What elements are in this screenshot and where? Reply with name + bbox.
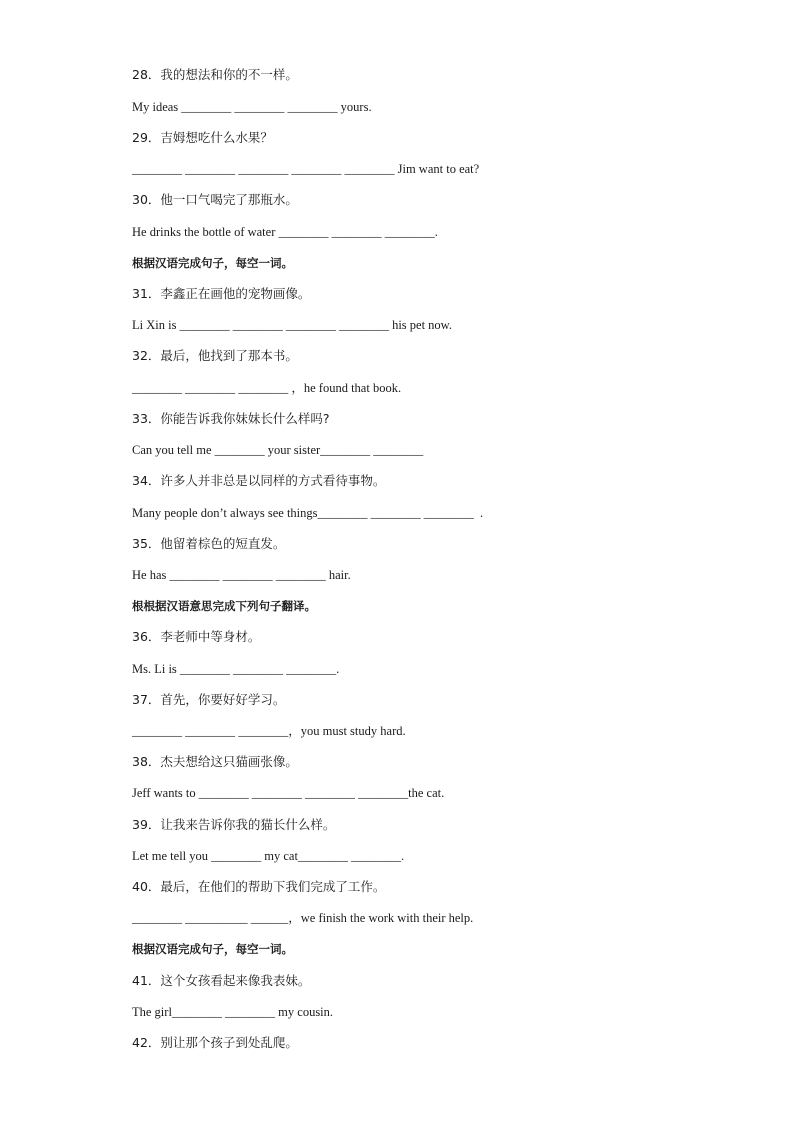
question-40-answer-line: ________ __________ ______，we finish the work with their help. — [132, 911, 474, 925]
question-38-prompt: 38．杰夫想给这只猫画张像。 — [132, 754, 298, 769]
question-29-answer-line: ________ ________ ________ ________ ________ Jim want to eat? — [132, 162, 480, 176]
question-39-answer-line: Let me tell you ________ my cat________ ________. — [132, 849, 405, 863]
question-31-prompt: 31．李鑫正在画他的宠物画像。 — [132, 286, 311, 301]
question-42-prompt: 42．别让那个孩子到处乱爬。 — [132, 1035, 298, 1050]
question-30-prompt: 30．他一口气喝完了那瓶水。 — [132, 192, 298, 207]
question-28-answer-line: My ideas ________ ________ ________ yours. — [132, 100, 372, 114]
question-34-prompt: 34．许多人并非总是以同样的方式看待事物。 — [132, 473, 386, 488]
question-31-answer-line: Li Xin is ________ ________ ________ ________ his pet now. — [132, 318, 453, 332]
question-33-answer-line: Can you tell me ________ your sister________ ________ — [132, 443, 424, 457]
question-40-prompt: 40．最后，在他们的帮助下我们完成了工作。 — [132, 879, 386, 894]
question-32-prompt: 32．最后，他找到了那本书。 — [132, 348, 298, 363]
question-32-answer-line: ________ ________ ________ ，he found that book. — [132, 381, 402, 395]
question-34-answer-line: Many people don’t always see things________ ________ ________ . — [132, 506, 484, 520]
question-41-answer-line: The girl________ ________ my cousin. — [132, 1005, 334, 1019]
section-heading: 根据汉语完成句子，每空一词。 — [132, 256, 293, 270]
question-37-prompt: 37．首先，你要好好学习。 — [132, 692, 286, 707]
question-38-answer-line: Jeff wants to ________ ________ ________ ________the cat. — [132, 786, 445, 800]
section-heading: 根据汉语完成句子，每空一词。 — [132, 942, 293, 956]
question-30-answer-line: He drinks the bottle of water ________ ________ ________. — [132, 225, 438, 239]
question-35-answer-line: He has ________ ________ ________ hair. — [132, 568, 351, 582]
question-41-prompt: 41．这个女孩看起来像我表妹。 — [132, 973, 311, 988]
question-36-answer-line: Ms. Li is ________ ________ ________. — [132, 662, 340, 676]
question-37-answer-line: ________ ________ ________，you must study hard. — [132, 724, 406, 738]
question-35-prompt: 35．他留着棕色的短直发。 — [132, 536, 286, 551]
question-39-prompt: 39．让我来告诉你我的猫长什么样。 — [132, 817, 336, 832]
section-heading: 根根据汉语意思完成下列句子翻译。 — [132, 599, 316, 613]
question-36-prompt: 36．李老师中等身材。 — [132, 629, 261, 644]
question-29-prompt: 29．吉姆想吃什么水果？ — [132, 130, 273, 145]
question-33-prompt: 33．你能告诉我你妹妹长什么样吗? — [132, 411, 330, 426]
question-28-prompt: 28．我的想法和你的不一样。 — [132, 67, 298, 82]
